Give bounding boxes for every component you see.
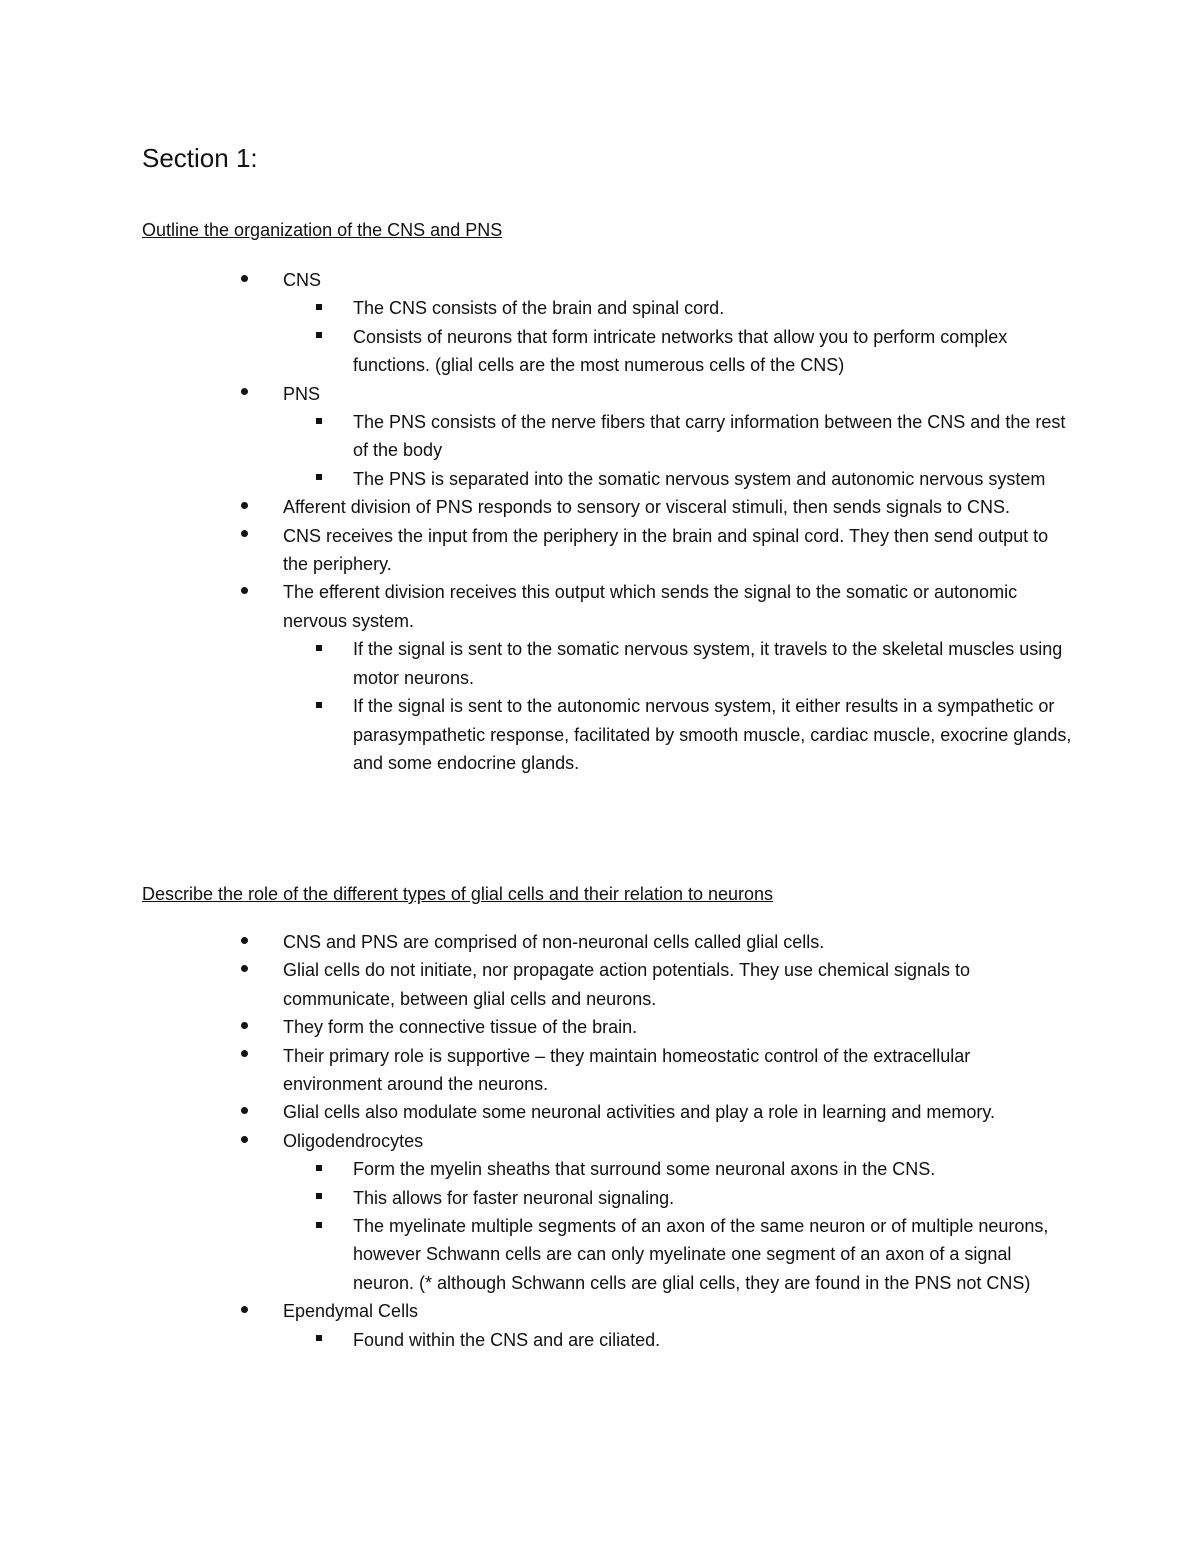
list-item: The CNS consists of the brain and spinal cord. (0, 294, 1073, 322)
list-item: The efferent division receives this output which sends the signal to the somatic or autonomic nervous system. (0, 578, 1073, 635)
list-item: CNS and PNS are comprised of non-neuronal cells called glial cells. (0, 928, 1073, 956)
bullet-square-icon (316, 323, 326, 351)
list-item: Glial cells do not initiate, nor propagate action potentials. They use chemical signals to communicate, between glial cells and neurons. (0, 956, 1073, 1013)
bullet-dot-icon (241, 1127, 253, 1155)
bullet-dot-icon (241, 522, 253, 550)
bullet-dot-icon (241, 266, 253, 294)
list-item: Ependymal Cells (0, 1297, 1073, 1325)
bullet-dot-icon (241, 1098, 253, 1126)
bullet-list-glial-cells (0, 928, 1200, 1354)
list-item: Afferent division of PNS responds to sensory or visceral stimuli, then sends signals to CNS. (0, 493, 1073, 521)
list-item: PNS (0, 380, 1073, 408)
section-heading-glial-cells: Describe the role of the different types of glial cells and their relation to neurons (142, 884, 774, 904)
bullet-dot-icon (241, 928, 253, 956)
bullet-list-cns-pns (0, 266, 1200, 777)
list-item: Their primary role is supportive – they maintain homeostatic control of the extracellular environment around the neurons. (0, 1042, 1073, 1099)
list-item: Consists of neurons that form intricate networks that allow you to perform complex functions. (glial cells are the most numerous cells of the CNS) (0, 323, 1073, 380)
bullet-dot-icon (241, 380, 253, 408)
list-item: The PNS is separated into the somatic nervous system and autonomic nervous system (0, 465, 1073, 493)
bullet-square-icon (316, 635, 326, 663)
list-item: If the signal is sent to the autonomic nervous system, it either results in a sympathetic or parasympathetic response, facilitated by smooth muscle, cardiac muscle, exocrine glands, and some endocrine glands. (0, 692, 1073, 777)
list-item: CNS receives the input from the periphery in the brain and spinal cord. They then send output to the periphery. (0, 522, 1073, 579)
bullet-dot-icon (241, 578, 253, 606)
list-item: The myelinate multiple segments of an axon of the same neuron or of multiple neurons, however Schwann cells are can only myelinate one segment of an axon of a signal neuron. (* although Schwann cells are glial cells, they are found in the PNS not CNS) (0, 1212, 1073, 1297)
bullet-dot-icon (241, 956, 253, 984)
list-item: This allows for faster neuronal signaling. (0, 1184, 1073, 1212)
list-item: Form the myelin sheaths that surround some neuronal axons in the CNS. (0, 1155, 1073, 1183)
list-item: Found within the CNS and are ciliated. (0, 1326, 1073, 1354)
bullet-dot-icon (241, 1013, 253, 1041)
list-item: They form the connective tissue of the brain. (0, 1013, 1073, 1041)
bullet-square-icon (316, 1212, 326, 1240)
list-item: CNS (0, 266, 1073, 294)
section-heading-cns-pns: Outline the organization of the CNS and PNS (142, 220, 503, 240)
bullet-square-icon (316, 465, 326, 493)
bullet-square-icon (316, 408, 326, 436)
bullet-square-icon (316, 1326, 326, 1354)
bullet-dot-icon (241, 493, 253, 521)
bullet-square-icon (316, 1184, 326, 1212)
page-title: Section 1: (142, 143, 258, 173)
bullet-square-icon (316, 1155, 326, 1183)
list-item: Oligodendrocytes (0, 1127, 1073, 1155)
bullet-dot-icon (241, 1297, 253, 1325)
list-item: If the signal is sent to the somatic nervous system, it travels to the skeletal muscles using motor neurons. (0, 635, 1073, 692)
bullet-dot-icon (241, 1042, 253, 1070)
list-item: The PNS consists of the nerve fibers that carry information between the CNS and the rest of the body (0, 408, 1073, 465)
list-item: Glial cells also modulate some neuronal activities and play a role in learning and memory. (0, 1098, 1073, 1126)
bullet-square-icon (316, 294, 326, 322)
bullet-square-icon (316, 692, 326, 720)
